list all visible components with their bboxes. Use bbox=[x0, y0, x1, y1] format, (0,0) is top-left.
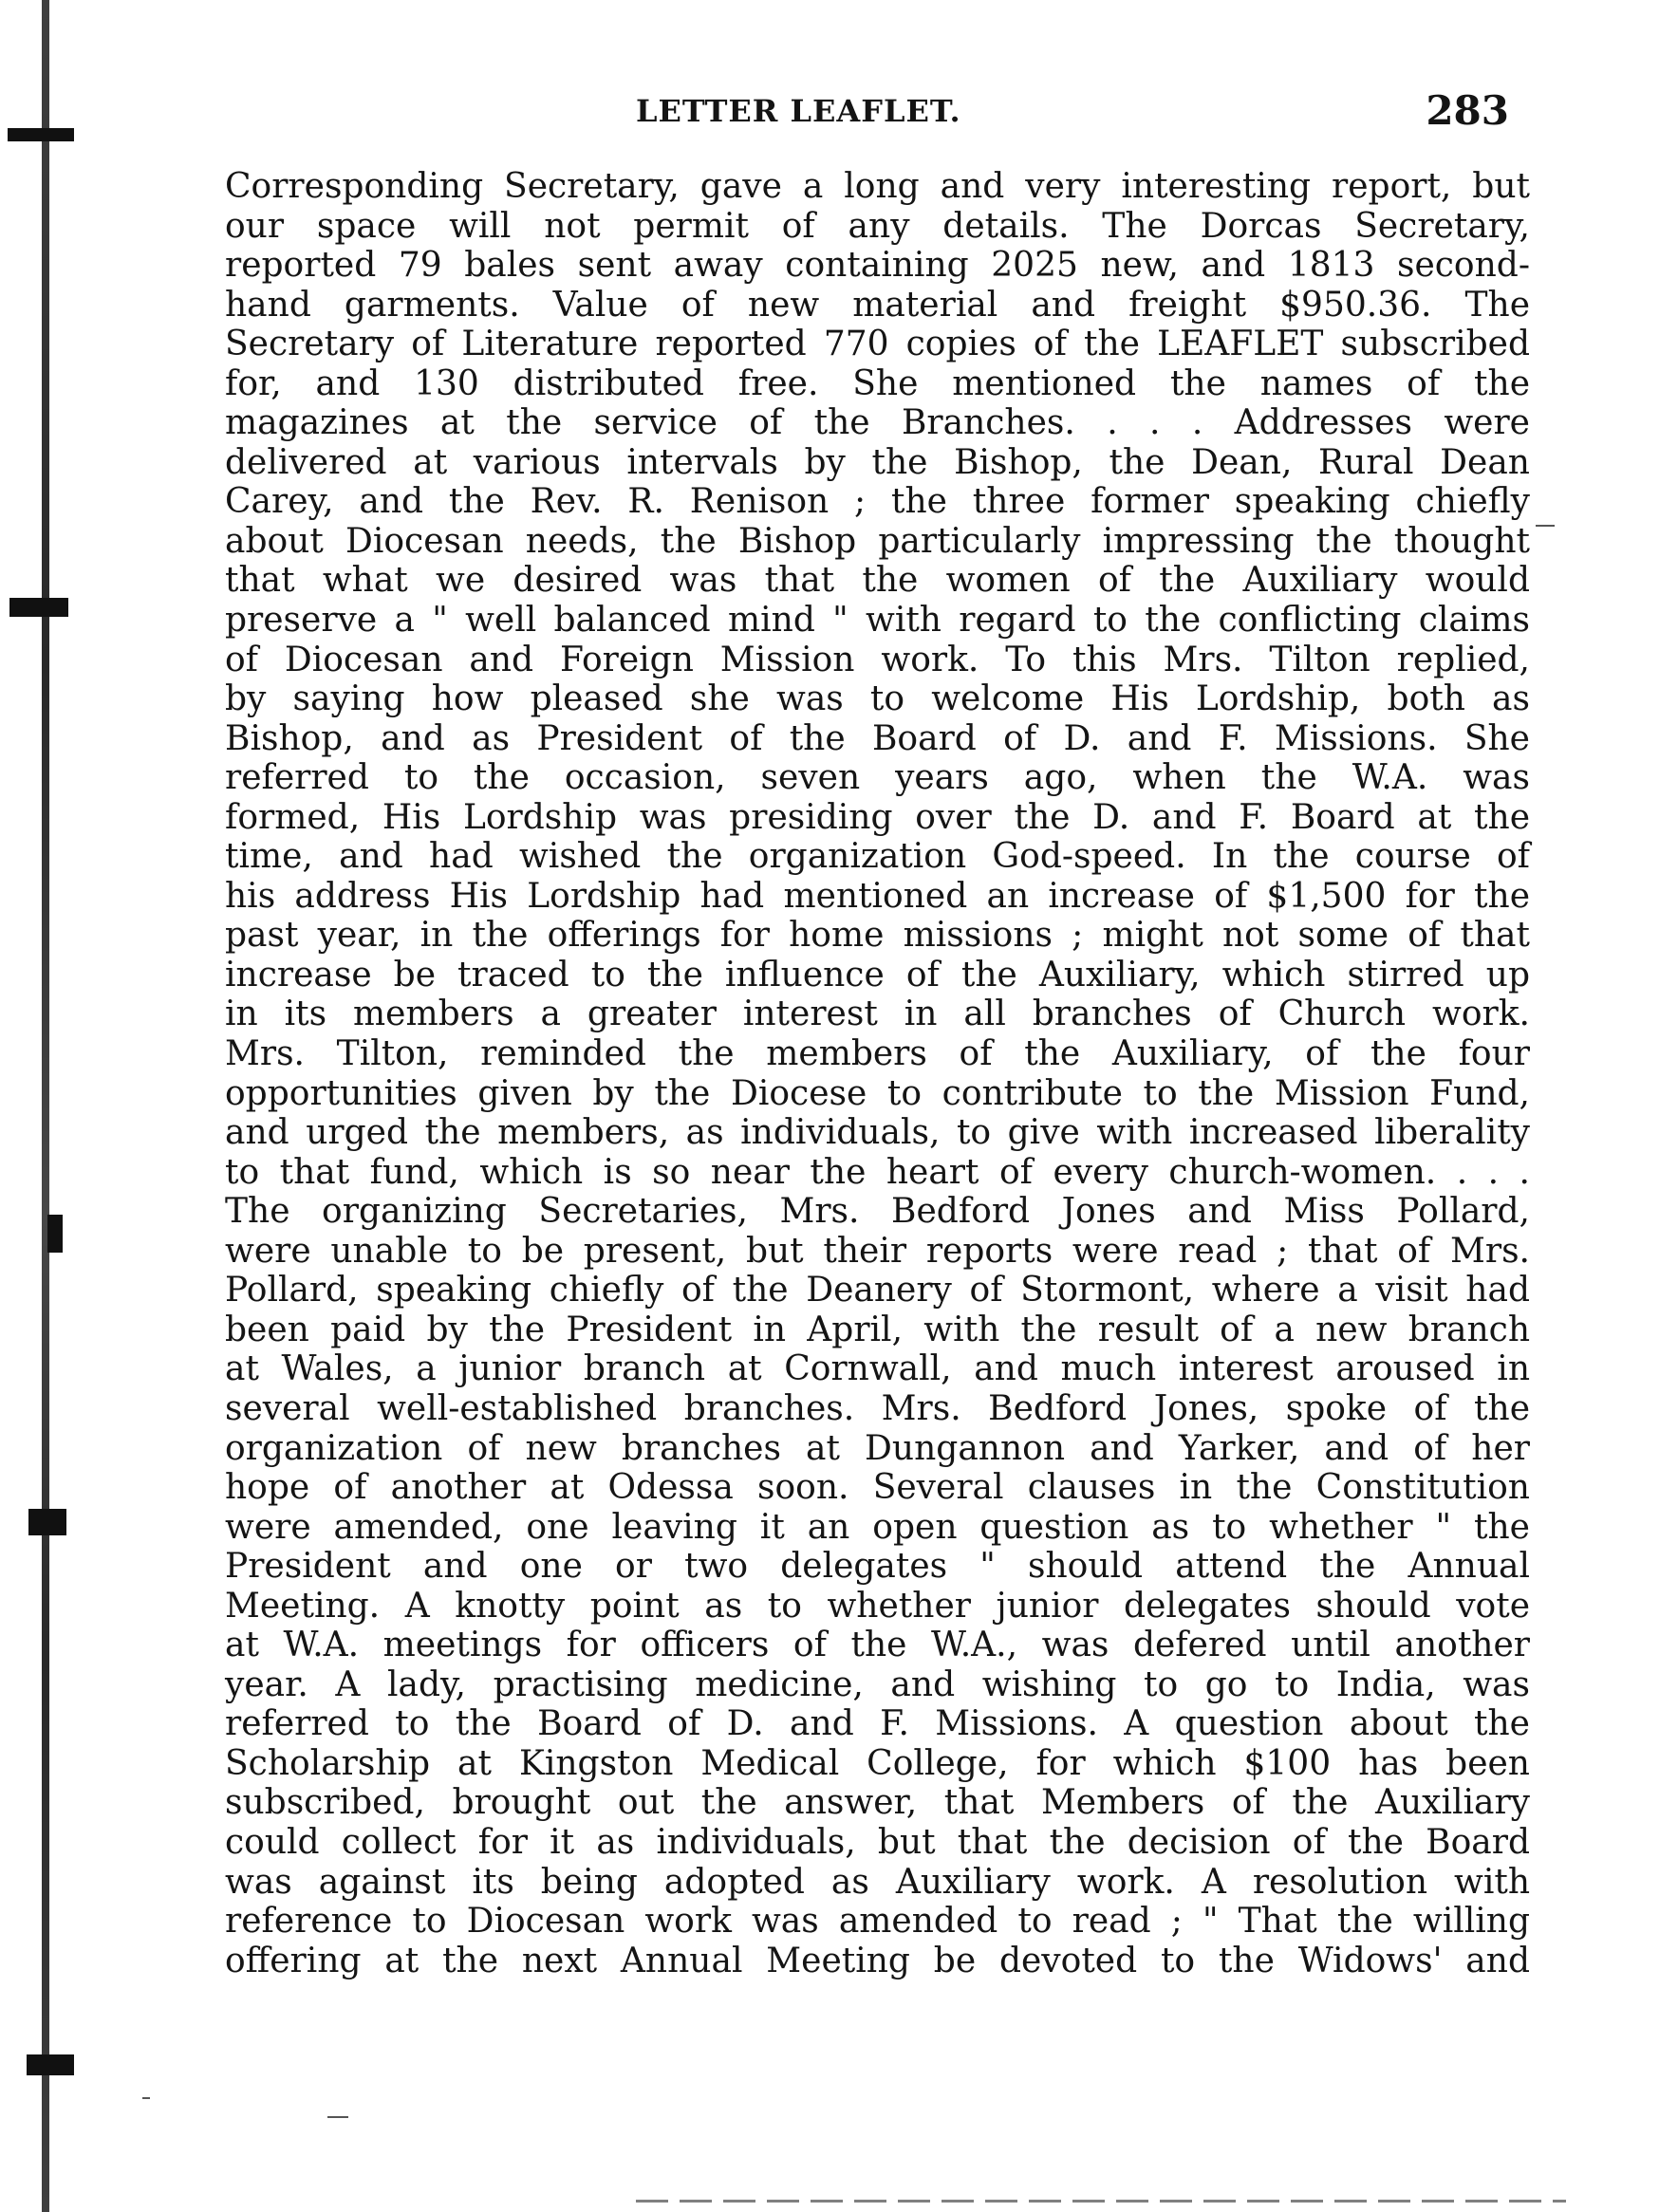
text-line: organization of new branches at Dungannon and Yarker, and of her bbox=[225, 1428, 1530, 1468]
gutter-mark bbox=[8, 128, 74, 141]
text-line: preserve a " well balanced mind " with regard to the conflicting claims bbox=[225, 601, 1530, 641]
text-line: Scholarship at Kingston Medical College, for which $100 has been bbox=[225, 1743, 1530, 1783]
gutter-rule bbox=[42, 0, 49, 2212]
text-line: delivered at various intervals by the Bishop, the Dean, Rural Dean bbox=[225, 442, 1530, 482]
gutter-mark bbox=[27, 2054, 74, 2075]
text-line: could collect for it as individuals, but that the decision of the Board bbox=[225, 1822, 1530, 1862]
text-line: Pollard, speaking chiefly of the Deanery of Stormont, where a visit had bbox=[225, 1271, 1530, 1310]
body-text bbox=[225, 167, 1530, 1980]
text-line: were amended, one leaving it an open question as to whether " the bbox=[225, 1507, 1530, 1547]
text-line: past year, in the offerings for home missions ; might not some of that bbox=[225, 916, 1530, 956]
text-line: opportunities given by the Diocese to contribute to the Mission Fund, bbox=[225, 1073, 1530, 1113]
text-line: in its members a greater interest in all branches of Church work. bbox=[225, 994, 1530, 1034]
text-line: increase be traced to the influence of the Auxiliary, which stirred up bbox=[225, 955, 1530, 994]
text-line: subscribed, brought out the answer, that Members of the Auxiliary bbox=[225, 1783, 1530, 1823]
running-title: LETTER LEAFLET. bbox=[636, 93, 961, 129]
text-line: our space will not permit of any details. The Dorcas Secretary, bbox=[225, 206, 1530, 246]
text-line: been paid by the President in April, with the result of a new branch bbox=[225, 1310, 1530, 1349]
text-line: referred to the Board of D. and F. Missions. A question about the bbox=[225, 1704, 1530, 1744]
text-line: for, and 130 distributed free. She mentioned the names of the bbox=[225, 363, 1530, 403]
gutter-mark bbox=[47, 1215, 63, 1253]
text-line: by saying how pleased she was to welcome His Lordship, both as bbox=[225, 679, 1530, 719]
page-number: 283 bbox=[1426, 87, 1509, 134]
text-line: at Wales, a junior branch at Cornwall, and much interest aroused in bbox=[225, 1349, 1530, 1389]
text-line: were unable to be present, but their reports were read ; that of Mrs. bbox=[225, 1231, 1530, 1271]
text-line: offering at the next Annual Meeting be devoted to the Widows' and bbox=[225, 1941, 1530, 1980]
text-line: referred to the occasion, seven years ago, when the W.A. was bbox=[225, 758, 1530, 798]
gutter-mark bbox=[9, 598, 68, 617]
text-line: Meeting. A knotty point as to whether junior delegates should vote bbox=[225, 1586, 1530, 1626]
text-line: several well-established branches. Mrs. Bedford Jones, spoke of the bbox=[225, 1388, 1530, 1428]
margin-mark bbox=[142, 2097, 150, 2099]
gutter-mark bbox=[28, 1509, 66, 1535]
text-line: about Diocesan needs, the Bishop particularly impressing the thought bbox=[225, 521, 1530, 561]
text-line: The organizing Secretaries, Mrs. Bedford Jones and Miss Pollard, bbox=[225, 1192, 1530, 1232]
text-line: was against its being adopted as Auxiliary work. A resolution with bbox=[225, 1862, 1530, 1902]
margin-mark bbox=[327, 2116, 348, 2118]
text-line: to that fund, which is so near the heart of every church-women. . . . bbox=[225, 1152, 1530, 1192]
text-line: hope of another at Odessa soon. Several clauses in the Constitution bbox=[225, 1468, 1530, 1508]
text-line: of Diocesan and Foreign Mission work. To this Mrs. Tilton replied, bbox=[225, 640, 1530, 679]
text-line: President and one or two delegates " should attend the Annual bbox=[225, 1547, 1530, 1587]
text-line: and urged the members, as individuals, to give with increased liberality bbox=[225, 1113, 1530, 1153]
text-line: hand garments. Value of new material and freight $950.36. The bbox=[225, 285, 1530, 325]
text-line: that what we desired was that the women of the Auxiliary would bbox=[225, 561, 1530, 601]
running-head bbox=[228, 87, 1514, 144]
text-line: time, and had wished the organization God-speed. In the course of bbox=[225, 837, 1530, 877]
text-line: at W.A. meetings for officers of the W.A., was defered until another bbox=[225, 1626, 1530, 1665]
margin-mark bbox=[1536, 525, 1555, 527]
text-line: Carey, and the Rev. R. Renison ; the three former speaking chiefly bbox=[225, 482, 1530, 522]
text-line: magazines at the service of the Branches. . . . Addresses were bbox=[225, 403, 1530, 443]
text-line: formed, His Lordship was presiding over the D. and F. Board at the bbox=[225, 797, 1530, 837]
text-line: Secretary of Literature reported 770 copies of the LEAFLET subscribed bbox=[225, 325, 1530, 364]
text-line: year. A lady, practising medicine, and wishing to go to India, was bbox=[225, 1664, 1530, 1704]
text-line: his address His Lordship had mentioned an increase of $1,500 for the bbox=[225, 876, 1530, 916]
text-line: reference to Diocesan work was amended to read ; " That the willing bbox=[225, 1902, 1530, 1942]
bottom-rule bbox=[636, 2200, 1566, 2203]
text-line: Corresponding Secretary, gave a long and very interesting report, but bbox=[225, 167, 1530, 206]
text-line: Mrs. Tilton, reminded the members of the Auxiliary, of the four bbox=[225, 1034, 1530, 1074]
binding-gutter bbox=[0, 0, 114, 2212]
text-line: Bishop, and as President of the Board of D. and F. Missions. She bbox=[225, 718, 1530, 758]
text-line: reported 79 bales sent away containing 2025 new, and 1813 second- bbox=[225, 246, 1530, 286]
